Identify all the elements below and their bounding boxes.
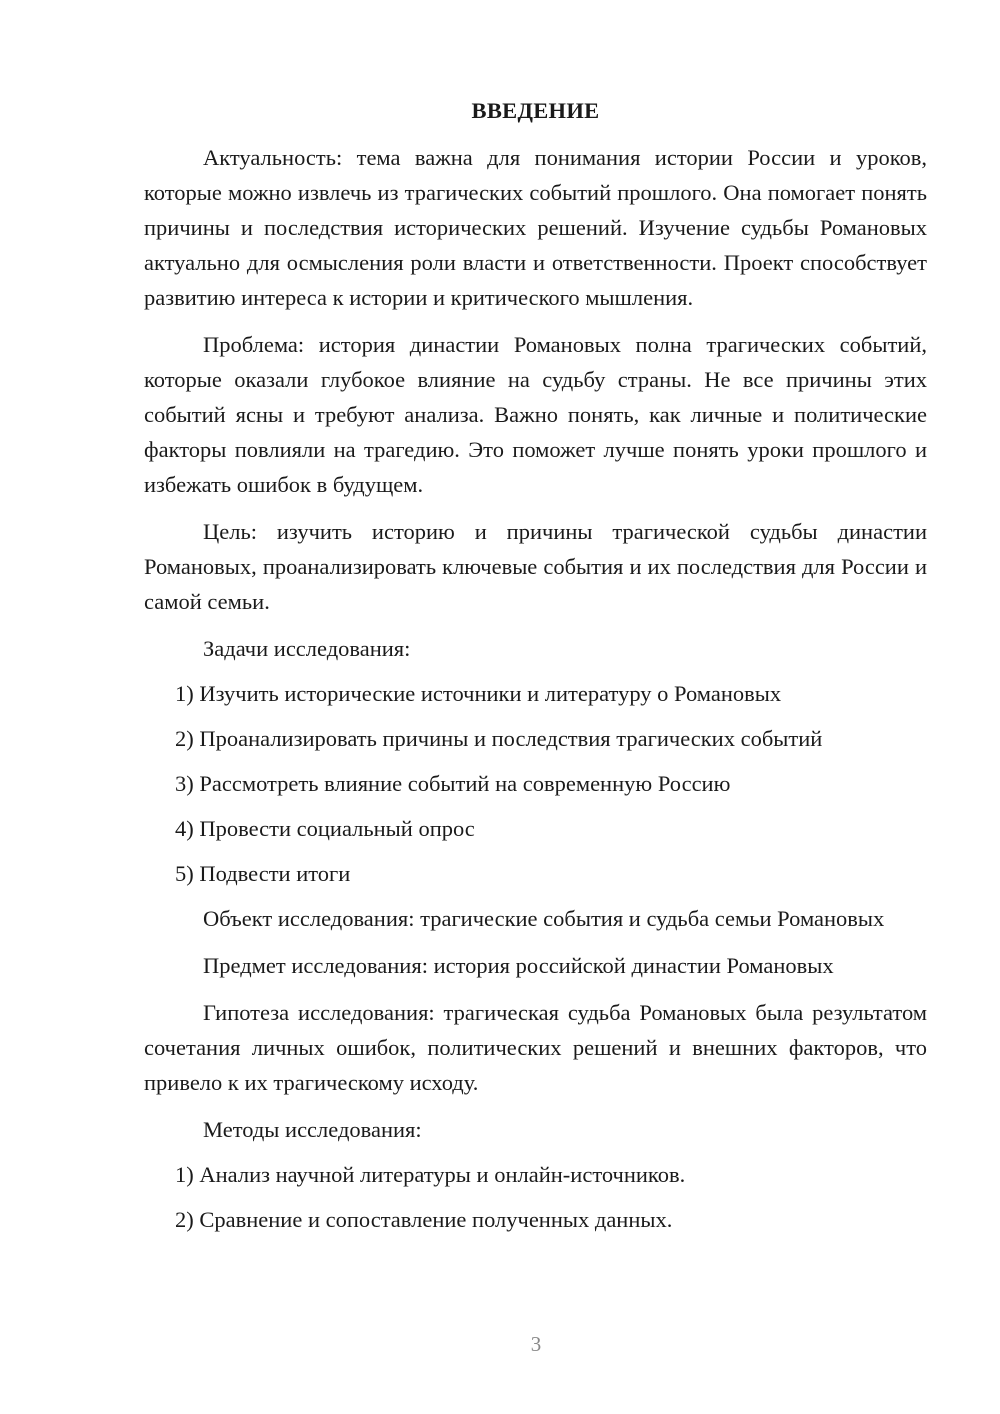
list-item-task-3: 3) Рассмотреть влияние событий на современную Россию — [175, 771, 731, 796]
paragraph-relevance: Актуальность: тема важна для понимания истории России и уроков, которые можно извлечь из трагических событий прошлого. Она помогает понять причины и последствия исторических решений. Изучение судьбы Романовых актуально для осмысления роли власти и ответственности. Проект способствует развитию интереса к истории и критического мышления. — [144, 145, 927, 310]
paragraph-subject: Предмет исследования: история российской династии Романовых — [203, 953, 834, 978]
list-item-task-1: 1) Изучить исторические источники и литературу о Романовых — [175, 681, 782, 706]
list-item-task-5: 5) Подвести итоги — [175, 861, 351, 886]
paragraph-problem: Проблема: история династии Романовых полна трагических событий, которые оказали глубокое влияние на судьбу страны. Не все причины этих событий ясны и требуют анализа. Важно понять, как личные и политические факторы повлияли на трагедию. Это поможет лучше понять уроки прошлого и избежать ошибок в будущем. — [144, 332, 927, 497]
list-item-task-4: 4) Провести социальный опрос — [175, 816, 475, 841]
paragraph-goal: Цель: изучить историю и причины трагической судьбы династии Романовых, проанализировать ключевые события и их последствия для России и самой семьи. — [144, 519, 927, 614]
methods-heading: Методы исследования: — [203, 1117, 422, 1142]
page-number: 3 — [530, 1332, 542, 1356]
paragraph-hypothesis: Гипотеза исследования: трагическая судьба Романовых была результатом сочетания личных ошибок, политических решений и внешних факторов, что привело к их трагическому исходу. — [144, 1000, 927, 1095]
list-item-method-2: 2) Сравнение и сопоставление полученных данных. — [175, 1207, 673, 1232]
list-item-method-1: 1) Анализ научной литературы и онлайн-источников. — [175, 1162, 686, 1187]
page-content — [144, 96, 927, 1247]
list-item-task-2: 2) Проанализировать причины и последствия трагических событий — [175, 726, 823, 751]
tasks-heading: Задачи исследования: — [203, 636, 411, 661]
paragraph-object: Объект исследования: трагические события и судьба семьи Романовых — [203, 906, 885, 931]
page-title: ВВЕДЕНИЕ — [471, 98, 600, 123]
